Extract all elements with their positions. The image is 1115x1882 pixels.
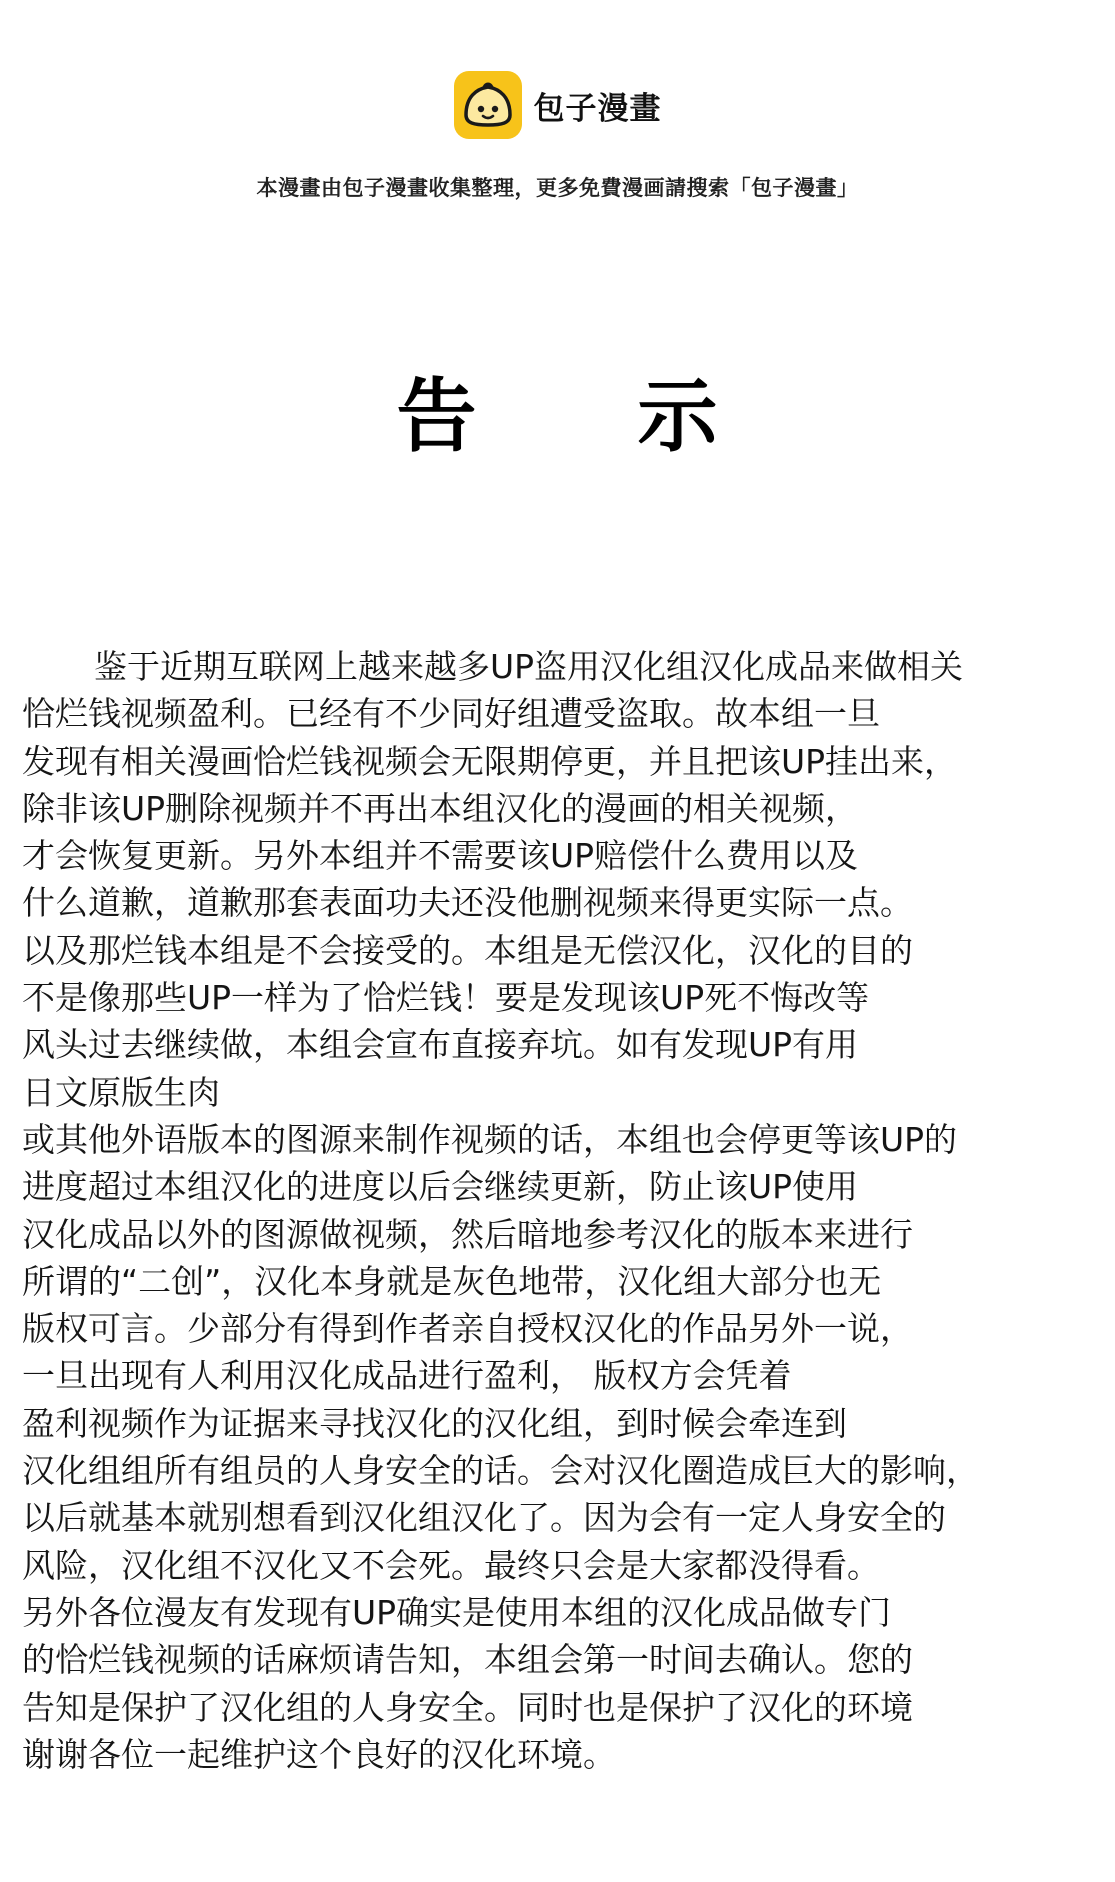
body-line: 风险，汉化组不汉化又不会死。最终只会是大家都没得看。 <box>22 1545 880 1585</box>
body-line: 进度超过本组汉化的进度以后会继续更新，防止该UP使用 <box>22 1167 859 1207</box>
body-line: 鉴于近期互联网上越来越多UP盗用汉化组汉化成品来做相关 <box>94 647 964 686</box>
body-line: 另外各位漫友有发现有UP确实是使用本组的汉化成品做专门 <box>22 1592 892 1632</box>
body-line: 或其他外语版本的图源来制作视频的话，本组也会停更等该UP的 <box>22 1119 958 1159</box>
body-line: 才会恢复更新。另外本组并不需要该UP赔偿什么费用以及 <box>22 836 859 876</box>
body-line: 的恰烂钱视频的话麻烦请告知，本组会第一时间去确认。您的 <box>22 1640 913 1680</box>
body-line: 发现有相关漫画恰烂钱视频会无限期停更，并且把该UP挂出来， <box>22 741 958 781</box>
body-line: 什么道歉，道歉那套表面功夫还没他删视频来得更实际一点。 <box>22 883 913 923</box>
page-title <box>0 352 1115 467</box>
body-line: 恰烂钱视频盈利。已经有不少同好组遭受盗取。故本组一旦 <box>22 694 880 734</box>
body-line: 风头过去继续做，本组会宣布直接弃坑。如有发现UP有用 <box>22 1025 859 1065</box>
notice-body <box>22 643 1102 1778</box>
site-header <box>0 68 1115 142</box>
body-line: 谢谢各位一起维护这个良好的汉化环境。 <box>22 1734 616 1774</box>
body-line: 不是像那些UP一样为了恰烂钱！要是发现该UP死不悔改等 <box>22 978 870 1018</box>
body-line: 告知是保护了汉化组的人身安全。同时也是保护了汉化的环境 <box>22 1687 913 1727</box>
body-line: 所谓的“二创”，汉化本身就是灰色地带，汉化组大部分也无 <box>22 1261 882 1301</box>
body-line: 日文原版生肉 <box>22 1072 220 1112</box>
body-line: 一旦出现有人利用汉化成品进行盈利， 版权方会凭着 <box>22 1356 792 1396</box>
title-char-1: 告 <box>396 370 478 463</box>
body-line: 汉化组组所有组员的人身安全的话。会对汉化圈造成巨大的影响， <box>22 1451 979 1491</box>
body-line: 版权可言。少部分有得到作者亲自授权汉化的作品另外一说， <box>22 1309 913 1349</box>
brand-name: 包子漫畫 <box>533 90 662 127</box>
body-line: 盈利视频作为证据来寻找汉化的汉化组，到时候会牵连到 <box>22 1403 847 1443</box>
body-line: 以后就基本就别想看到汉化组汉化了。因为会有一定人身安全的 <box>22 1498 946 1538</box>
bun-face-icon <box>454 71 522 139</box>
body-line: 汉化成品以外的图源做视频，然后暗地参考汉化的版本来进行 <box>22 1214 913 1254</box>
body-line: 除非该UP删除视频并不再出本组汉化的漫画的相关视频， <box>22 788 859 828</box>
title-char-2: 示 <box>637 370 719 463</box>
body-line: 以及那烂钱本组是不会接受的。本组是无偿汉化，汉化的目的 <box>22 930 913 970</box>
source-notice: 本漫畫由包子漫畫收集整理，更多免費漫画請搜索「包子漫畫」 <box>256 176 859 200</box>
